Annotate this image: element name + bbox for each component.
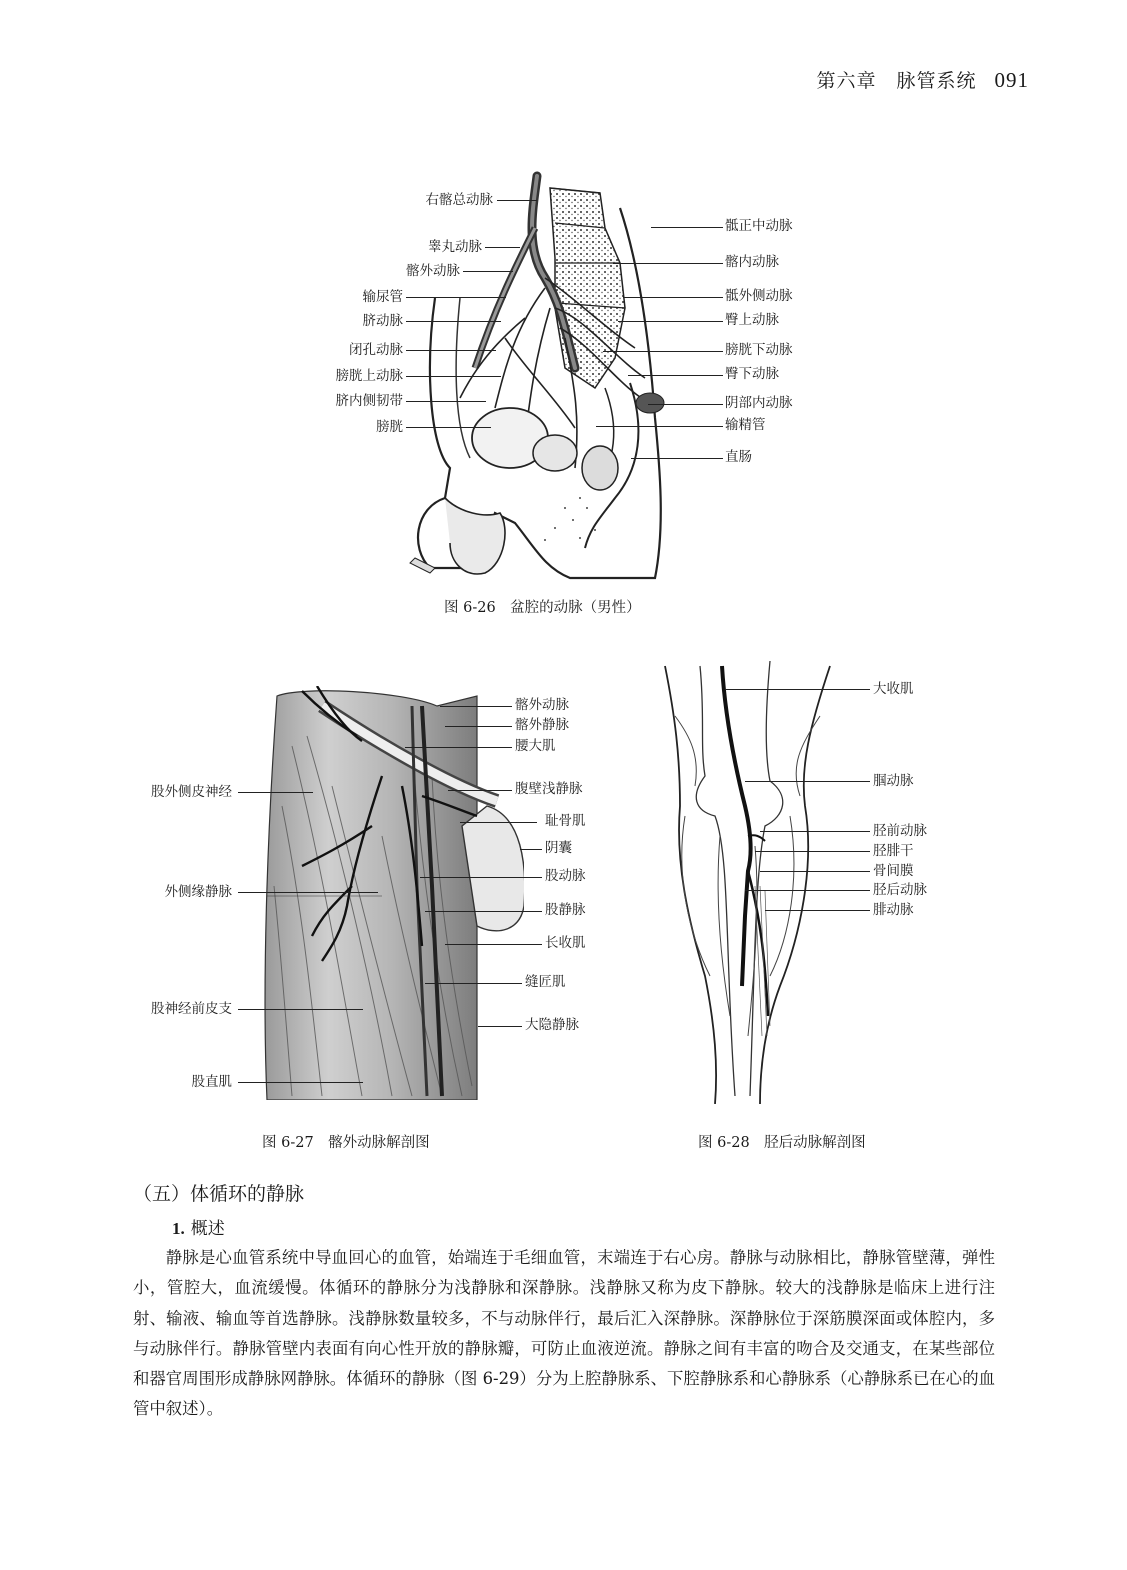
label-bladder: 膀胱 [376,419,403,435]
label-median-sacral-artery: 骶正中动脉 [725,218,793,234]
label-femoral-vein: 股静脉 [545,902,586,918]
label-lateral-femoral-cutaneous-nerve: 股外侧皮神经 [151,784,232,800]
label-lateral-marginal-vein: 外侧缘静脉 [164,884,232,900]
subsection-heading [172,1214,225,1239]
leader-line [603,351,723,352]
label-superficial-epigastric-vein: 腹壁浅静脉 [515,781,583,797]
figure-6-28-illustration [660,656,840,1104]
leader-line [755,851,870,852]
label-rectus-femoris: 股直肌 [191,1074,232,1090]
leader-line [745,781,870,782]
paragraph: 静脉是心血管系统中导血回心的血管，始端连于毛细血管，末端连于右心房。静脉与动脉相比，静脉管壁薄，弹性小，管腔大，血流缓慢。体循环的静脉分为浅静脉和深静脉。浅静脉又称为皮下静脉。较大的浅静脉是临床上进行注射、输液、输血等首选静脉。浅静脉数量较多，不与动脉伴行，最后汇入深静脉。深静脉位于深筋膜深面或体腔内，多与动脉伴行。静脉管壁内表面有向心性开放的静脉瓣，可防止血液逆流。静脉之间有丰富的吻合及交通支，在某些部位和器官周围形成静脉网静脉。体循环的静脉（图 6-29）分为上腔静脉系、下腔静脉系和心静脉系（心静脉系已在心的血管中叙述）。 [133,1248,995,1419]
label-right-common-iliac-artery: 右髂总动脉 [425,192,493,208]
leader-line [425,983,522,984]
page-number: 091 [994,68,1029,92]
leader-line [406,350,496,351]
leader-line [406,297,506,298]
leader-line [440,706,512,707]
leader-line [596,426,723,427]
label-internal-iliac-artery: 髂内动脉 [725,254,779,270]
label-adductor-longus: 长收肌 [545,935,586,951]
label-ureter: 输尿管 [362,289,403,305]
label-umbilical-artery: 脐动脉 [362,313,403,329]
label-external-iliac-artery: 髂外动脉 [515,697,569,713]
leader-line [406,376,501,377]
subsection-number: 1. [172,1219,185,1238]
section-heading: （五）体循环的静脉 [133,1183,305,1205]
label-internal-pudendal-artery: 阴部内动脉 [725,395,793,411]
leader-line [406,401,486,402]
leader-line [420,877,542,878]
leader-line [497,200,537,201]
label-inferior-vesical-artery: 膀胱下动脉 [725,342,793,358]
leader-line [238,792,313,793]
label-medial-umbilical-ligament: 脐内侧韧带 [335,393,403,409]
leader-line [425,911,542,912]
label-psoas-major: 腰大肌 [515,738,556,754]
leader-line [238,1009,363,1010]
leader-line [445,726,512,727]
label-anterior-tibial-artery: 胫前动脉 [873,823,927,839]
leader-line [725,689,870,690]
label-rectum: 直肠 [725,449,752,465]
running-header [816,66,1029,93]
label-interosseous-membrane: 骨间膜 [873,863,914,879]
label-superior-gluteal-artery: 臀上动脉 [725,312,779,328]
body-text [133,1243,995,1425]
leader-line [460,822,537,823]
leader-line [463,271,513,272]
leader-line [406,427,491,428]
leader-line [631,458,723,459]
label-superior-vesical-artery: 膀胱上动脉 [335,368,403,384]
label-femoral-nerve-anterior-cutaneous-branch: 股神经前皮支 [151,1001,232,1017]
leader-line [618,321,723,322]
leader-line [448,790,512,791]
leader-line [651,227,723,228]
leader-line [405,747,512,748]
leader-line [238,892,378,893]
leader-line [406,321,501,322]
label-great-saphenous-vein: 大隐静脉 [525,1017,579,1033]
label-obturator-artery: 闭孔动脉 [349,342,403,358]
leader-line [478,1026,522,1027]
figure-6-28-caption: 图 6-28 胫后动脉解剖图 [698,1135,866,1151]
leader-line [613,263,723,264]
figure-6-27-caption: 图 6-27 髂外动脉解剖图 [262,1135,430,1151]
chapter-title: 第六章 脉管系统 [816,70,977,92]
leader-line [238,1082,363,1083]
leader-line [745,890,870,891]
label-tibiofibular-trunk: 胫腓干 [873,843,914,859]
label-inferior-gluteal-artery: 臀下动脉 [725,366,779,382]
label-adductor-magnus: 大收肌 [873,681,914,697]
leader-line [520,849,542,850]
label-external-iliac-artery: 髂外动脉 [406,263,460,279]
label-scrotum: 阴囊 [545,840,572,856]
leader-line [760,831,870,832]
figure-6-27-illustration [262,686,524,1100]
leader-line [648,404,723,405]
label-posterior-tibial-artery: 胫后动脉 [873,882,927,898]
leader-line [760,871,870,872]
label-lateral-sacral-artery: 骶外侧动脉 [725,288,793,304]
label-popliteal-artery: 腘动脉 [873,773,914,789]
leader-line [628,375,723,376]
label-ductus-deferens: 输精管 [725,417,766,433]
leader-line [485,247,520,248]
leader-line [623,297,723,298]
leader-line [765,910,870,911]
label-femoral-artery: 股动脉 [545,868,586,884]
subsection-title: 概述 [190,1219,225,1239]
label-external-iliac-vein: 髂外静脉 [515,717,569,733]
label-testicular-artery: 睾丸动脉 [428,239,482,255]
label-pectineus: 耻骨肌 [545,813,586,829]
figure-6-26-caption: 图 6-26 盆腔的动脉（男性） [444,600,641,616]
label-sartorius: 缝匠肌 [525,974,566,990]
figure-6-26-illustration [405,168,685,588]
leader-line [445,944,542,945]
label-peroneal-artery: 腓动脉 [873,902,914,918]
